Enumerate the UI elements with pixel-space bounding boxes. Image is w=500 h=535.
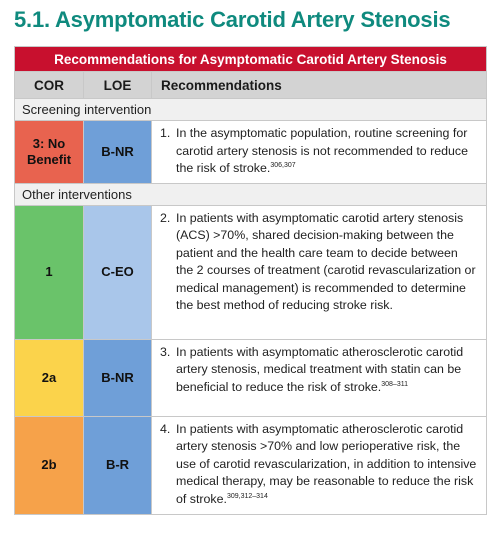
cor-cell: 2b: [15, 416, 84, 514]
recommendation-text: In the asymptomatic population, routine screening for carotid artery stenosis is not recommended to reduce the risk of stroke.: [176, 126, 469, 175]
reference-superscript: 308–311: [381, 380, 408, 388]
col-header-loe: LOE: [84, 72, 152, 99]
recommendation-number: 3.: [160, 344, 171, 359]
col-header-cor: COR: [15, 72, 84, 99]
table-banner-row: [15, 47, 487, 72]
col-header-recommendations: Recommendations: [152, 72, 487, 99]
table-row: [15, 205, 487, 339]
recommendation-cell: [152, 121, 487, 184]
recommendations-table: [14, 46, 487, 515]
section-title: 5.1. Asymptomatic Carotid Artery Stenosis: [14, 7, 451, 32]
recommendation-number: 4.: [160, 421, 171, 436]
recommendation-cell: [152, 339, 487, 416]
recommendation-cell: [152, 416, 487, 514]
table-banner: Recommendations for Asymptomatic Carotid Artery Stenosis: [15, 47, 487, 72]
loe-cell: B-NR: [84, 339, 152, 416]
recommendation-number: 1.: [160, 126, 171, 140]
group-label-other: Other interventions: [15, 183, 487, 205]
table-row: [15, 121, 487, 184]
recommendation-text-block: [176, 344, 478, 397]
group-row-screening: [15, 99, 487, 121]
cor-cell: 2a: [15, 339, 84, 416]
column-header-row: [15, 72, 487, 99]
cor-label-line1: 3: No: [32, 135, 66, 151]
table-row: [15, 416, 487, 514]
cor-label-line2: Benefit: [26, 151, 72, 167]
loe-cell: C-EO: [84, 205, 152, 339]
recommendation-text: In patients with asymptomatic atherosclerotic carotid artery stenosis, medical treatment with statin can be beneficial to reduce the risk of stroke.: [176, 344, 464, 394]
group-label-screening: Screening intervention: [15, 99, 487, 121]
recommendation-cell: [152, 205, 487, 339]
recommendation-text: In patients with asymptomatic atherosclerotic carotid artery stenosis >70% and low perioperative risk, the use of carotid revascularization, in addition to intensive medical therapy, may be reasonable to reduce the risk of stroke.: [176, 421, 477, 506]
recommendation-number: 2.: [160, 210, 171, 225]
loe-cell: B-R: [84, 416, 152, 514]
loe-cell: B-NR: [84, 121, 152, 184]
group-row-other: [15, 183, 487, 205]
recommendation-text-block: [176, 421, 478, 509]
reference-superscript: 309,312–314: [226, 492, 268, 500]
table-row: [15, 339, 487, 416]
cor-cell: [15, 121, 84, 184]
recommendation-text: In patients with asymptomatic carotid artery stenosis (ACS) >70%, shared decision-making between the patient and the health care team to decide between the 2 courses of treatment (carotid revascularization or medical management) is recommended to determine the best method of reducing stroke risk.: [176, 210, 476, 312]
recommendation-text-block: [176, 125, 478, 178]
reference-superscript: 306,307: [270, 161, 296, 169]
cor-cell: 1: [15, 205, 84, 339]
